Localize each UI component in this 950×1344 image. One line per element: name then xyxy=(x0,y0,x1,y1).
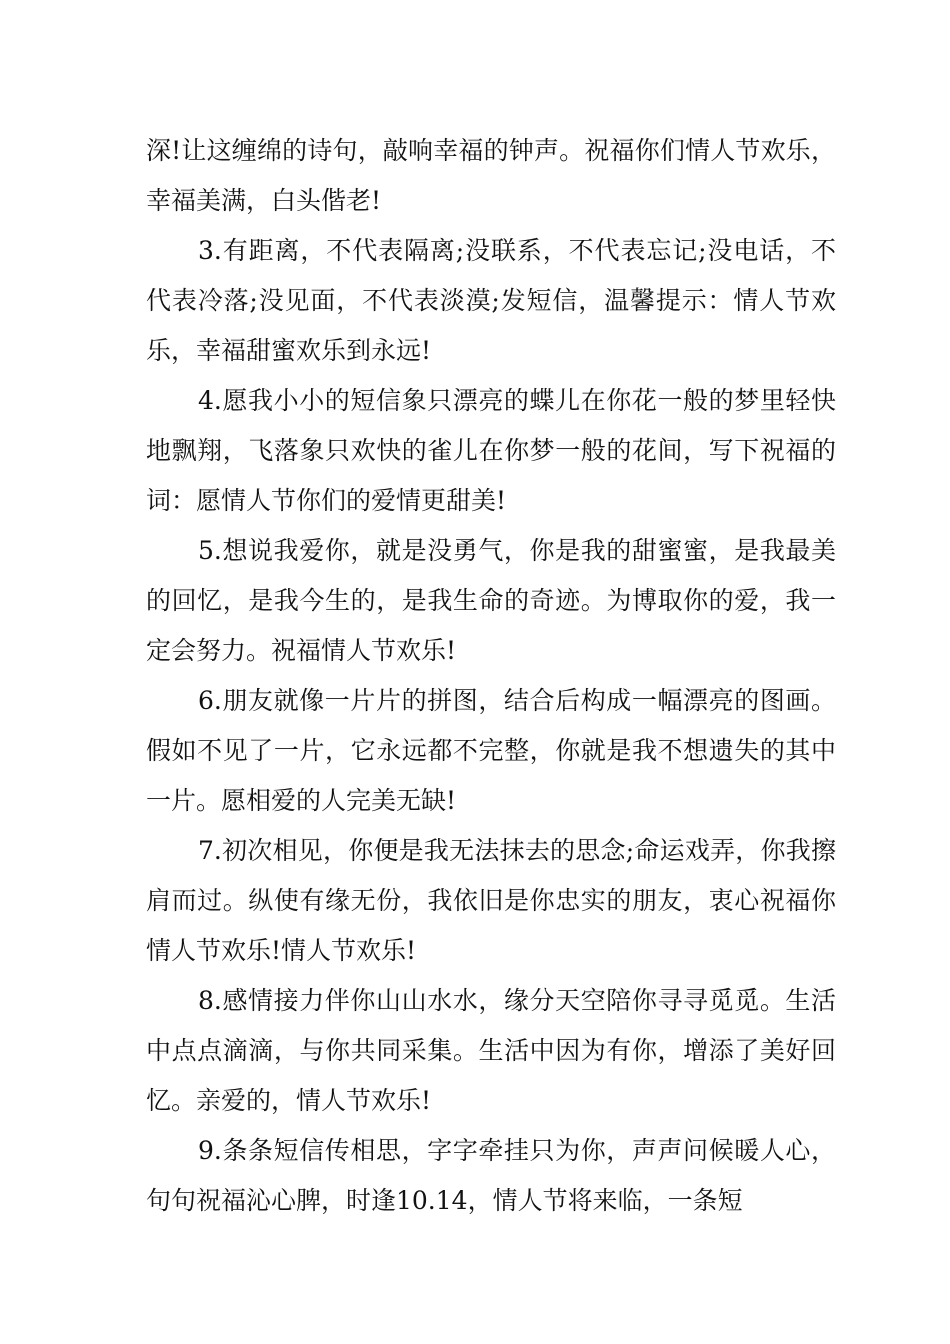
paragraph-item-5: 5.想说我爱你，就是没勇气，你是我的甜蜜蜜，是我最美的回忆，是我今生的，是我生命的奇迹。为博取你的爱，我一定会努力。祝福情人节欢乐! xyxy=(146,536,836,665)
paragraph-item-3: 3.有距离，不代表隔离;没联系，不代表忘记;没电话，不代表冷落;没见面，不代表淡漠;发短信，温馨提示：情人节欢乐，幸福甜蜜欢乐到永远! xyxy=(146,236,836,365)
paragraph-item-9: 9.条条短信传相思，字字牵挂只为你，声声问候暖人心，句句祝福沁心脾，时逢10.14，情人节将来临，一条短 xyxy=(146,1136,836,1215)
paragraph-continuation: 深!让这缠绵的诗句，敲响幸福的钟声。祝福你们情人节欢乐，幸福美满，白头偕老! xyxy=(146,136,836,215)
document-body xyxy=(146,126,836,1226)
paragraph-item-4: 4.愿我小小的短信象只漂亮的蝶儿在你花一般的梦里轻快地飘翔，飞落象只欢快的雀儿在你梦一般的花间，写下祝福的词：愿情人节你们的爱情更甜美! xyxy=(146,386,836,515)
paragraph-item-8: 8.感情接力伴你山山水水，缘分天空陪你寻寻觅觅。生活中点点滴滴，与你共同采集。生活中因为有你，增添了美好回忆。亲爱的，情人节欢乐! xyxy=(146,986,836,1115)
paragraph-item-7: 7.初次相见，你便是我无法抹去的思念;命运戏弄，你我擦肩而过。纵使有缘无份，我依旧是你忠实的朋友，衷心祝福你情人节欢乐!情人节欢乐! xyxy=(146,836,836,965)
paragraph-item-6: 6.朋友就像一片片的拼图，结合后构成一幅漂亮的图画。假如不见了一片，它永远都不完整，你就是我不想遗失的其中一片。愿相爱的人完美无缺! xyxy=(146,686,836,815)
